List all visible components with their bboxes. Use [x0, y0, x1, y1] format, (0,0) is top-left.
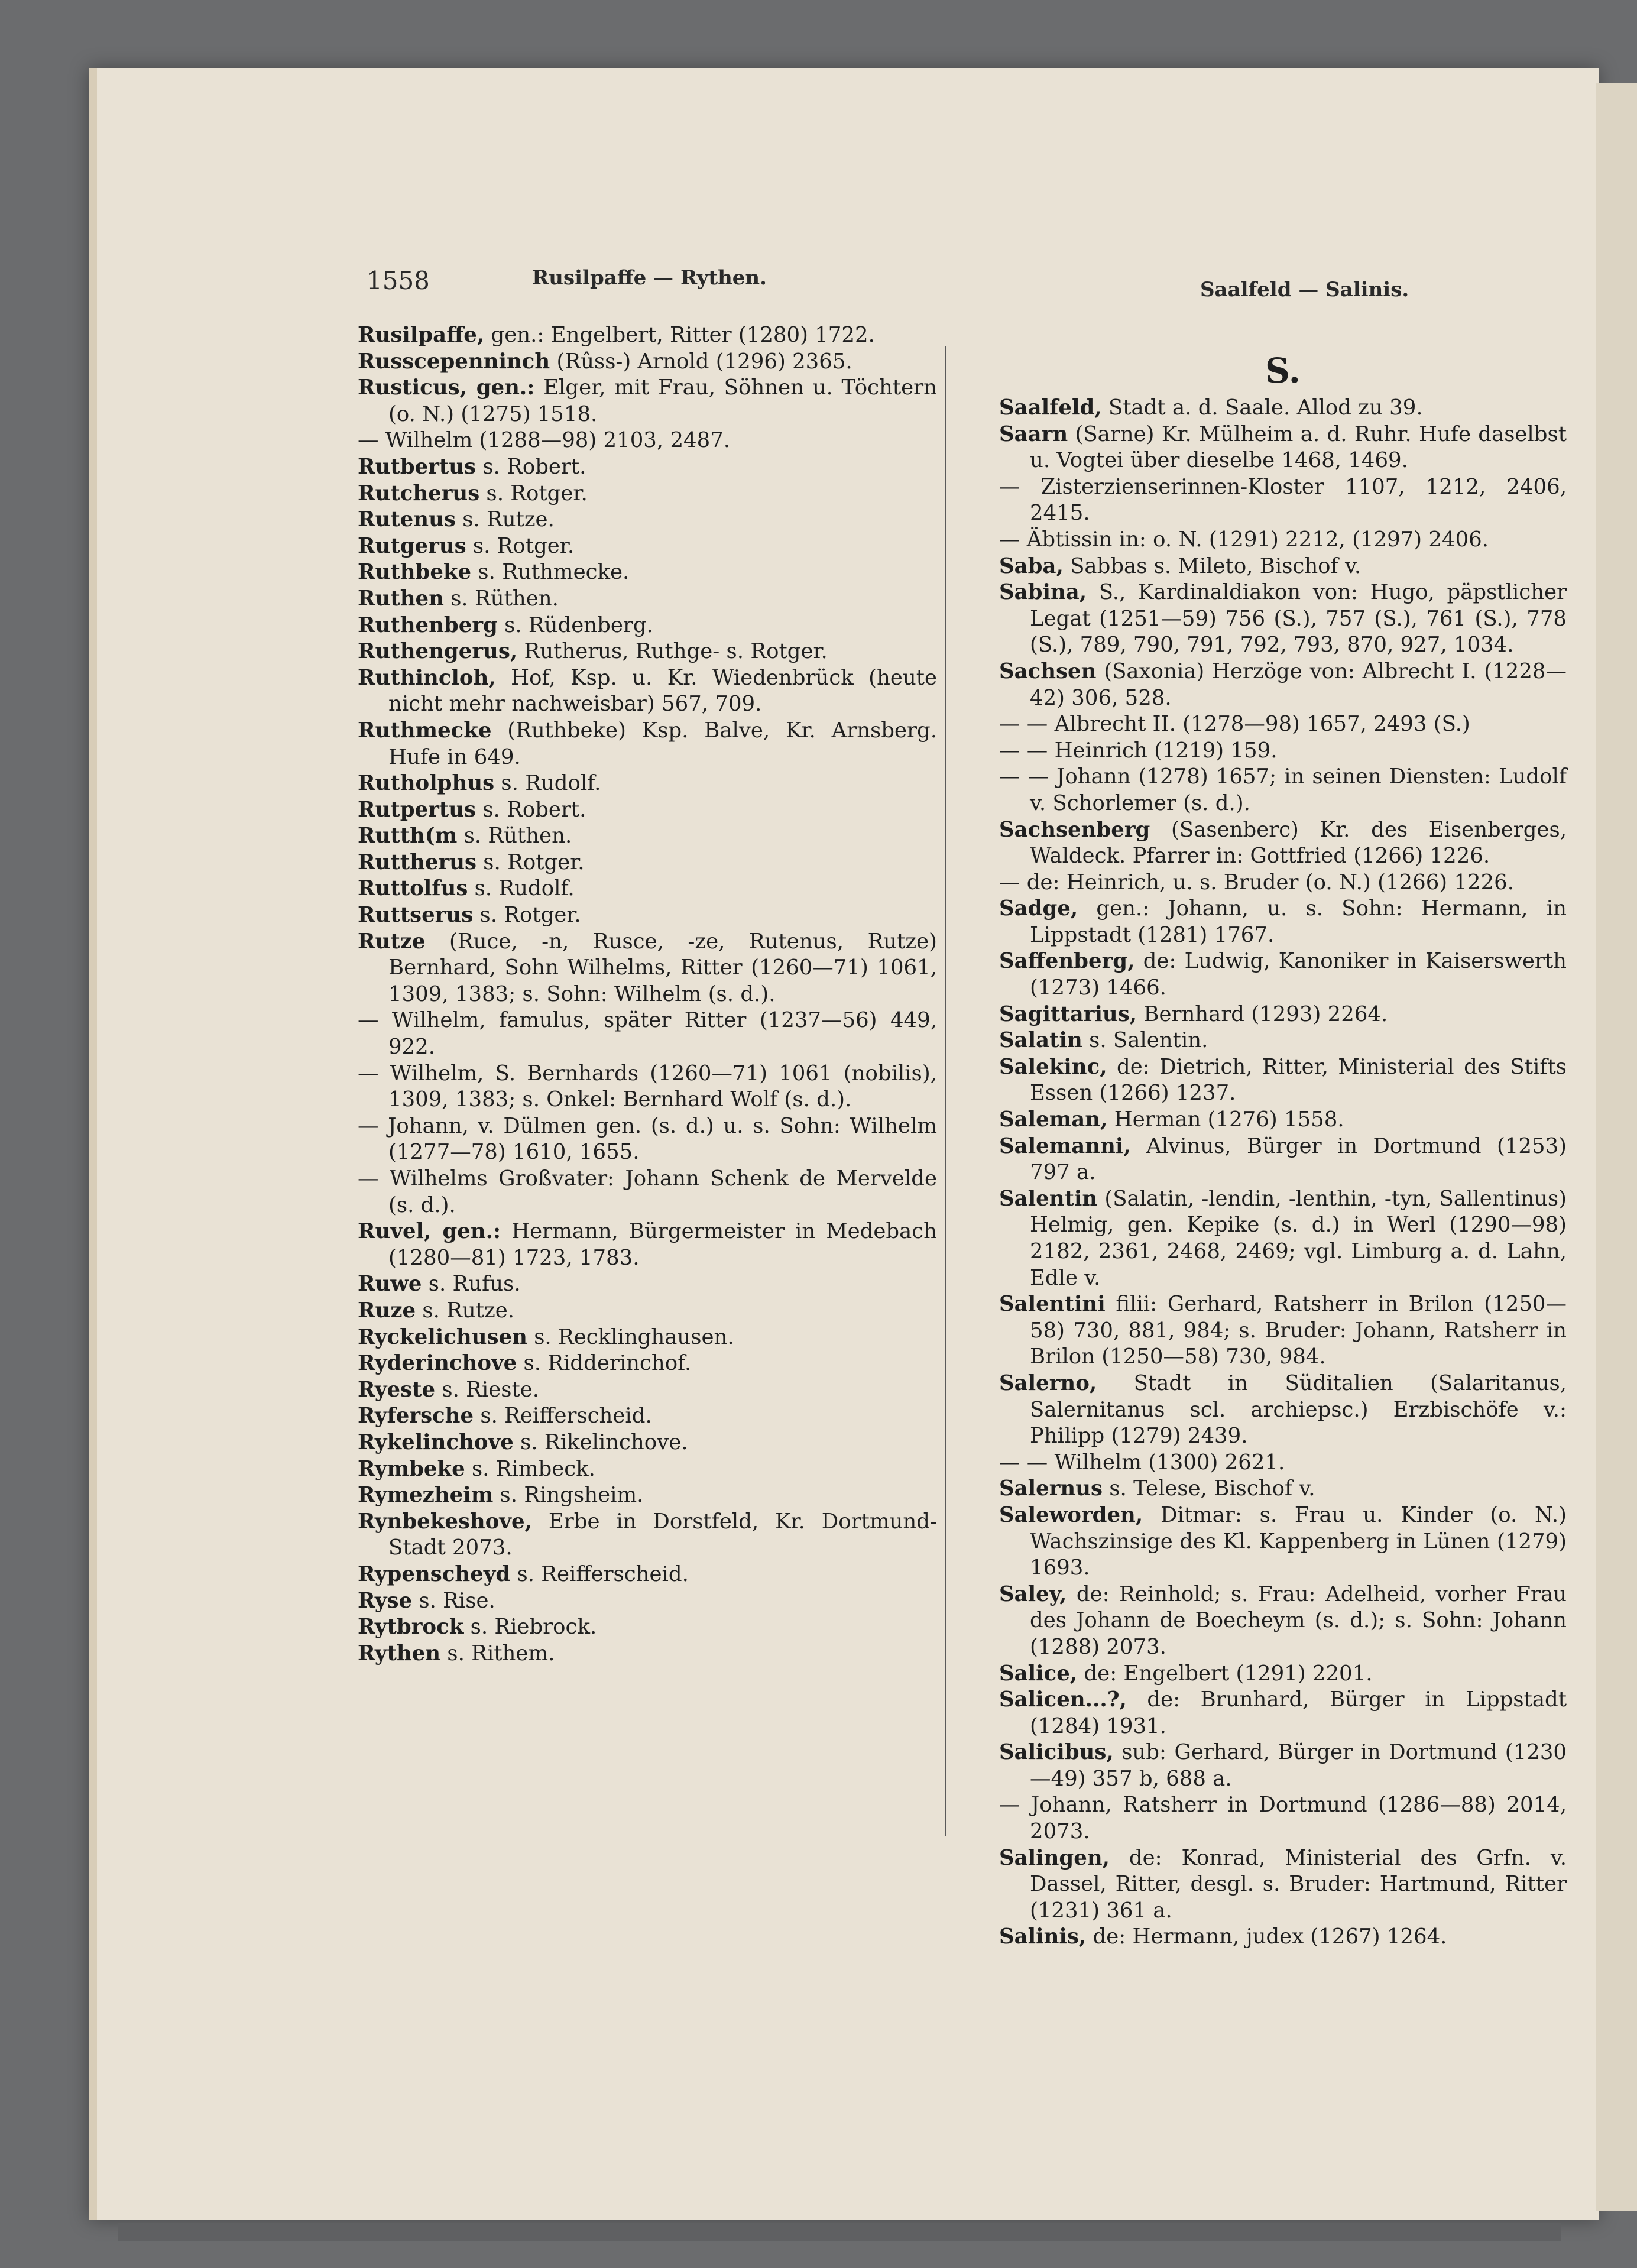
entry-text: de: Ludwig, Kanoniker in Kaiserswerth (1273) 1466.	[1030, 949, 1567, 1000]
index-entry	[358, 1219, 937, 1271]
entry-headword: Saalfeld,	[999, 396, 1102, 420]
entry-text: s. Rotger.	[473, 903, 581, 928]
entry-text: s. Rieste.	[435, 1377, 540, 1402]
index-entry	[999, 1582, 1567, 1661]
right-column-wrapper	[999, 350, 1567, 1951]
entry-headword: Saleman,	[999, 1107, 1108, 1132]
entry-text: s. Rotger.	[466, 533, 575, 558]
index-entry	[358, 375, 937, 427]
entry-text: sub: Gerhard, Bürger in Dortmund (1230—49) 357 b, 688 a.	[1030, 1740, 1567, 1791]
right-column	[999, 395, 1567, 1951]
entry-text: — de: Heinrich, u. s. Bruder (o. N.) (1266) 1226.	[999, 870, 1515, 895]
index-entry	[999, 1028, 1567, 1054]
entry-text: (Salatin, -lendin, -lenthin, -tyn, Sallentinus) Helmig, gen. Kepike (s. d.) in Werl (1290—98) 2182, 2361, 2468, 2469; vgl. Limburg a. d. Lahn, Edle v.	[1030, 1186, 1567, 1290]
index-entry	[358, 1509, 937, 1561]
index-entry	[358, 718, 937, 770]
entry-headword: Salingen,	[999, 1845, 1110, 1870]
entry-headword: Ruttolfus	[358, 876, 468, 901]
index-entry	[999, 738, 1567, 764]
entry-text: s. Telese, Bischof v.	[1103, 1476, 1315, 1501]
index-entry	[358, 639, 937, 665]
entry-text: s. Rudolf.	[494, 771, 601, 796]
entry-headword: Ruthenberg	[358, 613, 498, 637]
entry-text: s. Rüthen.	[457, 824, 572, 848]
entry-text: s. Reifferscheid.	[510, 1561, 689, 1586]
index-entry	[358, 770, 937, 797]
entry-text: — — Albrecht II. (1278—98) 1657, 2493 (S.)	[999, 712, 1470, 737]
entry-text: gen.: Johann, u. s. Sohn: Hermann, in Lippstadt (1281) 1767.	[1030, 896, 1567, 947]
index-entry	[358, 1403, 937, 1430]
entry-headword: Sagittarius,	[999, 1002, 1137, 1026]
index-entry	[358, 1113, 937, 1166]
entry-text: Elger, mit Frau, Söhnen u. Töchtern (o. N.) (1275) 1518.	[388, 375, 937, 426]
entry-headword: Rutgerus	[358, 533, 466, 558]
entry-text: Hof, Ksp. u. Kr. Wiedenbrück (heute nicht mehr nachweisbar) 567, 709.	[388, 665, 937, 717]
index-entry	[999, 896, 1567, 948]
entry-text: Rutherus, Ruthge- s. Rotger.	[517, 639, 828, 664]
entry-headword: Rykelinchove	[358, 1430, 514, 1454]
entry-text: de: Hermann, judex (1267) 1264.	[1086, 1924, 1447, 1949]
index-entry	[999, 948, 1567, 1001]
entry-headword: Saba,	[999, 553, 1064, 578]
entry-headword: Saarn	[999, 422, 1068, 446]
entry-headword: Rutcherus	[358, 481, 480, 506]
index-entry	[358, 1271, 937, 1298]
column-divider	[945, 346, 946, 1836]
entry-text: — Wilhelm, famulus, später Ritter (1237—56) 449, 922.	[358, 1008, 937, 1060]
entry-text: s. Salentin.	[1082, 1028, 1208, 1053]
entry-headword: Rypenscheyd	[358, 1561, 511, 1586]
entry-headword: Rutholphus	[358, 771, 495, 796]
index-entry	[358, 1561, 937, 1588]
index-entry	[358, 1166, 937, 1219]
index-entry	[358, 1298, 937, 1324]
index-entry	[999, 553, 1567, 580]
entry-text: s. Ringsheim.	[493, 1483, 644, 1508]
entry-headword: Rymezheim	[358, 1483, 494, 1508]
entry-text: de: Dietrich, Ritter, Ministerial des Stifts Essen (1266) 1237.	[1030, 1054, 1567, 1106]
index-entry	[999, 1370, 1567, 1450]
entry-text: s. Rimbeck.	[465, 1456, 595, 1481]
entry-headword: Salekinc,	[999, 1054, 1107, 1079]
index-entry	[358, 876, 937, 902]
entry-headword: Rutpertus	[358, 797, 476, 822]
entry-headword: Sabina,	[999, 580, 1087, 605]
index-entry	[999, 1450, 1567, 1476]
entry-headword: Ruthen	[358, 586, 444, 611]
entry-headword: Ryfersche	[358, 1404, 474, 1428]
entry-headword: Ruttherus	[358, 850, 477, 874]
index-entry	[999, 1845, 1567, 1924]
index-entry	[999, 1107, 1567, 1133]
index-entry	[999, 579, 1567, 659]
index-entry	[999, 711, 1567, 738]
entry-text: Stadt a. d. Saale. Allod zu 39.	[1101, 396, 1423, 420]
entry-text: s. Rüthen.	[443, 586, 559, 611]
entry-headword: Ruthengerus,	[358, 639, 518, 664]
entry-headword: Rutth(m	[358, 824, 458, 848]
entry-headword: Sachsenberg	[999, 817, 1150, 842]
entry-text: s. Rutze.	[455, 507, 555, 532]
entry-headword: Salentin	[999, 1186, 1098, 1211]
entry-text: Herman (1276) 1558.	[1107, 1107, 1344, 1132]
entry-text: S., Kardinaldiakon von: Hugo, päpstlicher Legat (1251—59) 756 (S.), 757 (S.), 761 (S.), 778 (S.), 789, 790, 791, 792, 793, 870, 927, 1034.	[1030, 580, 1567, 657]
index-entry	[999, 395, 1567, 422]
index-entry	[358, 586, 937, 613]
entry-text: — — Heinrich (1219) 159.	[999, 738, 1278, 763]
running-head-left: Rusilpaffe — Rythen.	[532, 266, 767, 290]
entry-text: — Johann, Ratsherr in Dortmund (1286—88) 2014, 2073.	[999, 1793, 1567, 1844]
entry-text: s. Rithem.	[440, 1641, 555, 1666]
entry-headword: Ruttserus	[358, 903, 474, 928]
entry-text: Hermann, Bürgermeister in Medebach (1280—81) 1723, 1783.	[388, 1219, 937, 1270]
entry-text: s. Robert.	[476, 797, 586, 822]
index-entry	[999, 474, 1567, 527]
entry-text: — Äbtissin in: o. N. (1291) 2212, (1297) 2406.	[999, 527, 1489, 552]
index-entry	[999, 1924, 1567, 1951]
index-entry	[999, 764, 1567, 817]
entry-headword: Rynbekeshove,	[358, 1509, 532, 1534]
entry-text: (Sasenberc) Kr. des Eisenberges, Waldeck. Pfarrer in: Gottfried (1266) 1226.	[1030, 817, 1567, 869]
entry-text: de: Engelbert (1291) 2201.	[1077, 1661, 1373, 1686]
index-entry	[358, 1482, 937, 1509]
entry-headword: Rutbertus	[358, 454, 476, 479]
index-entry	[358, 797, 937, 824]
entry-headword: Ruwe	[358, 1272, 422, 1297]
index-entry	[999, 1687, 1567, 1739]
entry-text: s. Reifferscheid.	[474, 1404, 652, 1428]
entry-headword: Ryckelichusen	[358, 1324, 527, 1349]
entry-text: (Rûss-) Arnold (1296) 2365.	[550, 349, 852, 374]
entry-text: (Ruce, -n, Rusce, -ze, Rutenus, Rutze) Bernhard, Sohn Wilhelms, Ritter (1260—71) 1061, 1309, 1383; s. Sohn: Wilhelm (s. d.).	[388, 929, 937, 1006]
entry-headword: Salicen...?,	[999, 1687, 1127, 1712]
entry-text: gen.: Engelbert, Ritter (1280) 1722.	[484, 323, 875, 347]
index-entry	[358, 1588, 937, 1615]
index-entry	[999, 1476, 1567, 1502]
index-entry	[358, 1377, 937, 1404]
entry-headword: Russcepenninch	[358, 349, 550, 374]
index-entry	[358, 929, 937, 1008]
entry-text: Sabbas s. Mileto, Bischof v.	[1063, 553, 1362, 578]
entry-headword: Ruvel, gen.:	[358, 1219, 501, 1244]
entry-text: de: Reinhold; s. Frau: Adelheid, vorher Frau des Johann de Boecheym (s. d.); s. Sohn: Johann (1288) 2073.	[1030, 1582, 1567, 1659]
entry-text: (Ruthbeke) Ksp. Balve, Kr. Arnsberg. Hufe in 649.	[388, 718, 937, 769]
entry-headword: Salicibus,	[999, 1740, 1114, 1765]
entry-text: Alvinus, Bürger in Dortmund (1253) 797 a.	[1030, 1133, 1567, 1185]
entry-text: s. Rüdenberg.	[497, 613, 653, 637]
index-entry	[999, 1291, 1567, 1370]
entry-text: — Wilhelm, S. Bernhards (1260—71) 1061 (nobilis), 1309, 1383; s. Onkel: Bernhard Wolf (s. d.).	[358, 1061, 937, 1112]
entry-text: Ditmar: s. Frau u. Kinder (o. N.) Wachszinsige des Kl. Kappenberg in Lünen (1279) 1693.	[1030, 1502, 1567, 1580]
entry-headword: Sadge,	[999, 896, 1078, 921]
entry-headword: Ryderinchove	[358, 1351, 517, 1376]
index-entry	[358, 613, 937, 639]
entry-text: s. Rise.	[412, 1588, 495, 1613]
entry-text: Stadt in Süditalien (Salaritanus, Salernitanus scl. archiepsc.) Erzbischöfe v.: Philipp (1279) 2439.	[1030, 1370, 1567, 1449]
index-entry	[358, 1350, 937, 1377]
entry-text: de: Brunhard, Bürger in Lippstadt (1284) 1931.	[1030, 1687, 1567, 1738]
index-entry	[999, 527, 1567, 553]
index-entry	[358, 454, 937, 481]
entry-text: (Saxonia) Herzöge von: Albrecht I. (1228—42) 306, 528.	[1030, 659, 1567, 710]
entry-headword: Sachsen	[999, 659, 1097, 683]
entry-text: Erbe in Dorstfeld, Kr. Dortmund-Stadt 2073.	[388, 1509, 937, 1560]
entry-headword: Salemanni,	[999, 1133, 1131, 1158]
index-entry	[999, 1133, 1567, 1186]
entry-headword: Ryeste	[358, 1377, 436, 1402]
entry-text: s. Recklinghausen.	[527, 1324, 734, 1349]
index-entry	[358, 1324, 937, 1351]
left-column	[358, 322, 937, 1667]
index-entry	[999, 1661, 1567, 1687]
entry-headword: Salentini	[999, 1292, 1106, 1317]
index-entry	[999, 422, 1567, 474]
running-head-right: Saalfeld — Salinis.	[1200, 278, 1409, 302]
entry-text: Bernhard (1293) 2264.	[1137, 1002, 1388, 1026]
entry-headword: Saley,	[999, 1582, 1067, 1606]
index-entry	[358, 665, 937, 718]
page-number: 1558	[367, 266, 430, 295]
entry-headword: Rythen	[358, 1641, 441, 1666]
index-entry	[999, 1002, 1567, 1028]
entry-headword: Rusticus, gen.:	[358, 375, 535, 400]
entry-text: s. Ruthmecke.	[471, 560, 630, 585]
entry-text: — Wilhelms Großvater: Johann Schenk de Mervelde (s. d.).	[358, 1167, 937, 1217]
entry-headword: Rusilpaffe,	[358, 323, 485, 347]
entry-headword: Salice,	[999, 1661, 1078, 1686]
index-entry	[358, 481, 937, 507]
color-scale-bar	[118, 2223, 1561, 2241]
index-entry	[358, 559, 937, 586]
entry-text: (Sarne) Kr. Mülheim a. d. Ruhr. Hufe daselbst u. Vogtei über dieselbe 1468, 1469.	[1030, 422, 1567, 473]
entry-headword: Salernus	[999, 1476, 1103, 1501]
index-entry	[999, 870, 1567, 896]
entry-text: s. Rufus.	[422, 1272, 521, 1297]
index-entry	[358, 1430, 937, 1456]
index-entry	[999, 1502, 1567, 1582]
entry-text: s. Ridderinchof.	[517, 1351, 692, 1376]
entry-text: s. Rutze.	[416, 1298, 514, 1323]
section-letter: S.	[1265, 351, 1301, 391]
entry-text: s. Rotger.	[479, 481, 588, 506]
entry-headword: Ruthincloh,	[358, 665, 496, 690]
index-entry	[358, 1007, 937, 1060]
index-entry	[999, 1739, 1567, 1792]
entry-headword: Salatin	[999, 1028, 1082, 1053]
index-entry	[358, 533, 937, 560]
entry-text: — Zisterzienserinnen-Kloster 1107, 1212, 2406, 2415.	[999, 474, 1567, 526]
index-entry	[999, 1054, 1567, 1107]
entry-text: de: Konrad, Ministerial des Grfn. v. Dassel, Ritter, desgl. s. Bruder: Hartmund, Ritter (1231) 361 a.	[1030, 1845, 1567, 1923]
entry-text: s. Rotger.	[476, 850, 585, 874]
entry-text: s. Rudolf.	[468, 876, 575, 901]
index-entry	[999, 1792, 1567, 1845]
index-entry	[358, 850, 937, 876]
entry-headword: Salinis,	[999, 1924, 1087, 1949]
entry-text: s. Robert.	[476, 454, 586, 479]
index-entry	[358, 902, 937, 929]
facing-page-edge	[1596, 83, 1637, 2211]
entry-headword: Rutenus	[358, 507, 456, 532]
entry-headword: Ruze	[358, 1298, 416, 1323]
index-entry	[358, 1456, 937, 1483]
entry-headword: Saleworden,	[999, 1502, 1143, 1527]
entry-text: — — Johann (1278) 1657; in seinen Diensten: Ludolf v. Schorlemer (s. d.).	[999, 764, 1567, 815]
entry-text: s. Rikelinchove.	[513, 1430, 688, 1454]
entry-headword: Saffenberg,	[999, 949, 1135, 974]
entry-text: s. Riebrock.	[463, 1615, 597, 1640]
entry-headword: Salerno,	[999, 1370, 1097, 1395]
index-entry	[358, 507, 937, 533]
entry-text: — — Wilhelm (1300) 2621.	[999, 1450, 1285, 1475]
index-entry	[358, 322, 937, 349]
entry-text: — Wilhelm (1288—98) 2103, 2487.	[358, 428, 731, 453]
index-entry	[358, 823, 937, 850]
entry-headword: Ruthbeke	[358, 560, 472, 585]
index-entry	[999, 659, 1567, 711]
entry-headword: Rytbrock	[358, 1615, 464, 1640]
index-entry	[999, 1186, 1567, 1291]
index-entry	[358, 1641, 937, 1667]
index-entry	[358, 1614, 937, 1641]
entry-text: — Johann, v. Dülmen gen. (s. d.) u. s. Sohn: Wilhelm (1277—78) 1610, 1655.	[358, 1113, 937, 1165]
entry-headword: Ryse	[358, 1588, 413, 1613]
entry-text: filii: Gerhard, Ratsherr in Brilon (1250—58) 730, 881, 984; s. Bruder: Johann, Ratsherr in Brilon (1250—58) 730, 984.	[1030, 1292, 1567, 1369]
index-entry	[999, 817, 1567, 870]
entry-headword: Ruthmecke	[358, 718, 492, 743]
index-entry	[358, 1061, 937, 1113]
entry-headword: Rymbeke	[358, 1456, 465, 1481]
entry-headword: Rutze	[358, 929, 426, 954]
index-entry	[358, 349, 937, 375]
index-entry	[358, 427, 937, 454]
